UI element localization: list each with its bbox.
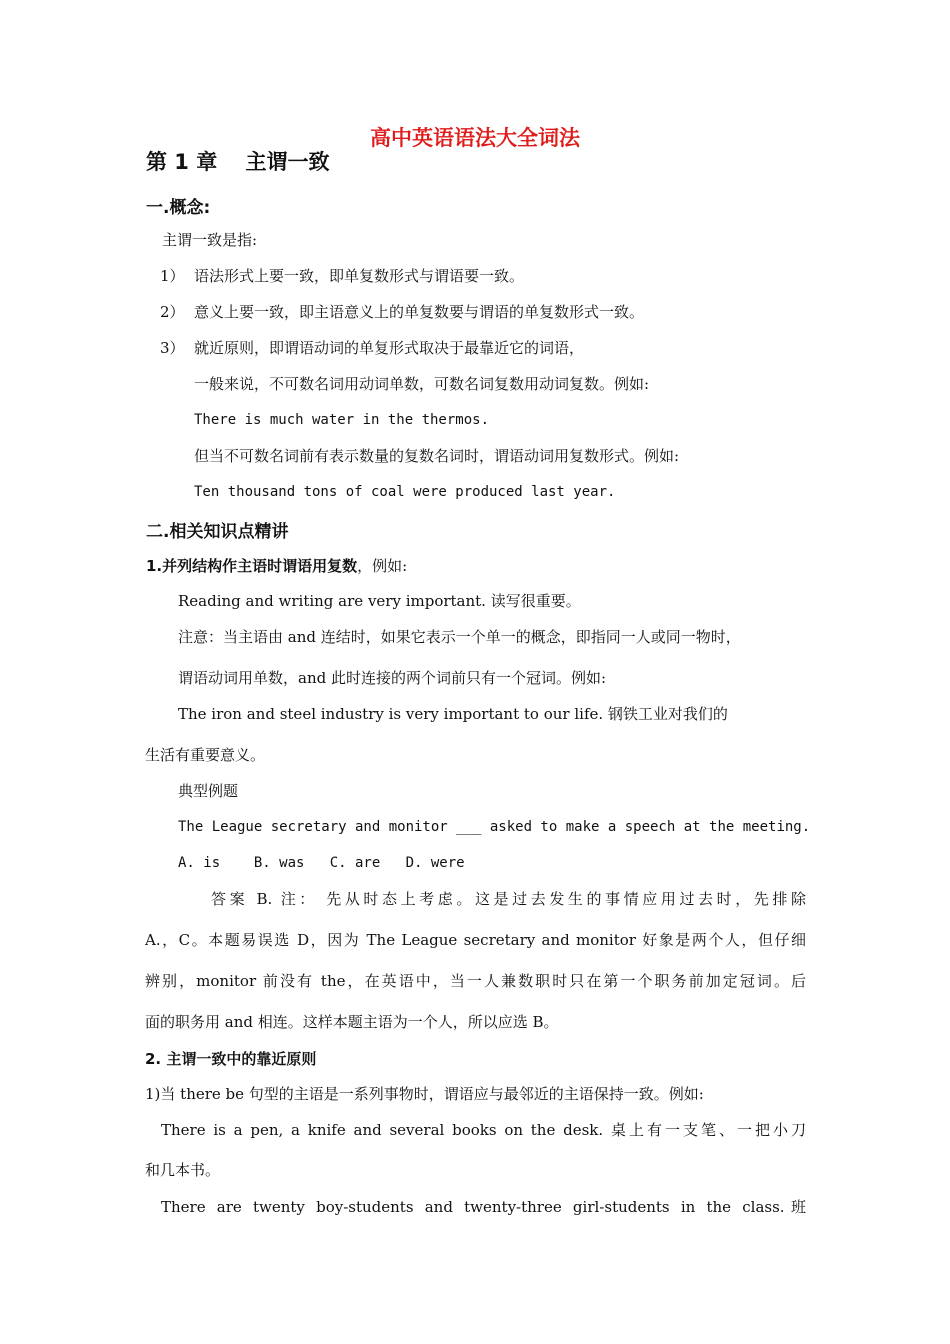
list-item-number: 1）: [160, 267, 185, 285]
typical-example-label: 典型例题: [178, 782, 239, 800]
list-item-text: 意义上要一致，即主语意义上的单复数要与谓语的单复数形式一致。: [194, 303, 645, 321]
answer-explanation: A.，C。本题易误选 D，因为 The League secretary and monitor 好象是两个人，但仔细: [145, 931, 806, 949]
answer-options: A. is B. was C. are D. were: [178, 855, 465, 871]
example-sentence: 生活有重要意义。: [145, 746, 266, 764]
list-item-number: 3）: [160, 339, 185, 357]
example-sentence: There is a pen, a knife and several books on the desk. 桌上有一支笔、一把小刀: [161, 1121, 806, 1139]
example-sentence: Reading and writing are very important. 读写很重要。: [178, 592, 581, 610]
subsection-heading: [146, 556, 407, 576]
subsection-heading-bold: 1.并列结构作主语时谓语用复数: [146, 557, 358, 575]
list-item-text: 语法形式上要一致，即单复数形式与谓语要一致。: [194, 267, 525, 285]
example-sentence: There is much water in the thermos.: [194, 412, 490, 428]
paragraph: 一般来说，不可数名词用动词单数，可数名词复数用动词复数。例如:: [194, 375, 650, 393]
section-heading-knowledge: 二.相关知识点精讲: [146, 522, 289, 542]
document-title: 高中英语语法大全词法: [370, 126, 580, 150]
example-sentence: Ten thousand tons of coal were produced last year.: [194, 484, 616, 500]
answer-explanation: 答案 B. 注： 先从时态上考虑。这是过去发生的事情应用过去时，先排除: [211, 890, 806, 908]
note-paragraph: 注意：当主语由 and 连结时，如果它表示一个单一的概念，即指同一人或同一物时，: [178, 628, 741, 646]
list-item-number: 2）: [160, 303, 185, 321]
concept-intro: 主谓一致是指:: [162, 231, 258, 249]
answer-explanation: 面的职务用 and 相连。这样本题主语为一个人，所以应选 B。: [145, 1013, 559, 1031]
paragraph: 1)当 there be 句型的主语是一系列事物时，谓语应与最邻近的主语保持一致。例如:: [145, 1085, 704, 1103]
note-paragraph: 谓语动词用单数，and 此时连接的两个词前只有一个冠词。例如:: [178, 669, 607, 687]
paragraph: 但当不可数名词前有表示数量的复数名词时，谓语动词用复数形式。例如:: [194, 447, 680, 465]
subsection-heading: 2. 主谓一致中的靠近原则: [145, 1050, 317, 1068]
example-sentence: The iron and steel industry is very important to our life. 钢铁工业对我们的: [178, 705, 728, 723]
chapter-heading: 第 1 章 主谓一致: [146, 150, 330, 174]
subsection-heading-rest: ，例如:: [357, 557, 408, 575]
section-heading-concept: 一.概念:: [146, 198, 211, 218]
list-item-text: 就近原则，即谓语动词的单复形式取决于最靠近它的词语，: [194, 339, 585, 357]
example-question: The League secretary and monitor ___ asked to make a speech at the meeting.: [178, 819, 811, 835]
answer-explanation: 辨别，monitor 前没有 the，在英语中，当一人兼数职时只在第一个职务前加定冠词。后: [145, 972, 806, 990]
example-sentence: There are twenty boy-students and twenty-three girl-students in the class.班: [161, 1198, 806, 1216]
example-sentence: 和几本书。: [145, 1161, 221, 1179]
